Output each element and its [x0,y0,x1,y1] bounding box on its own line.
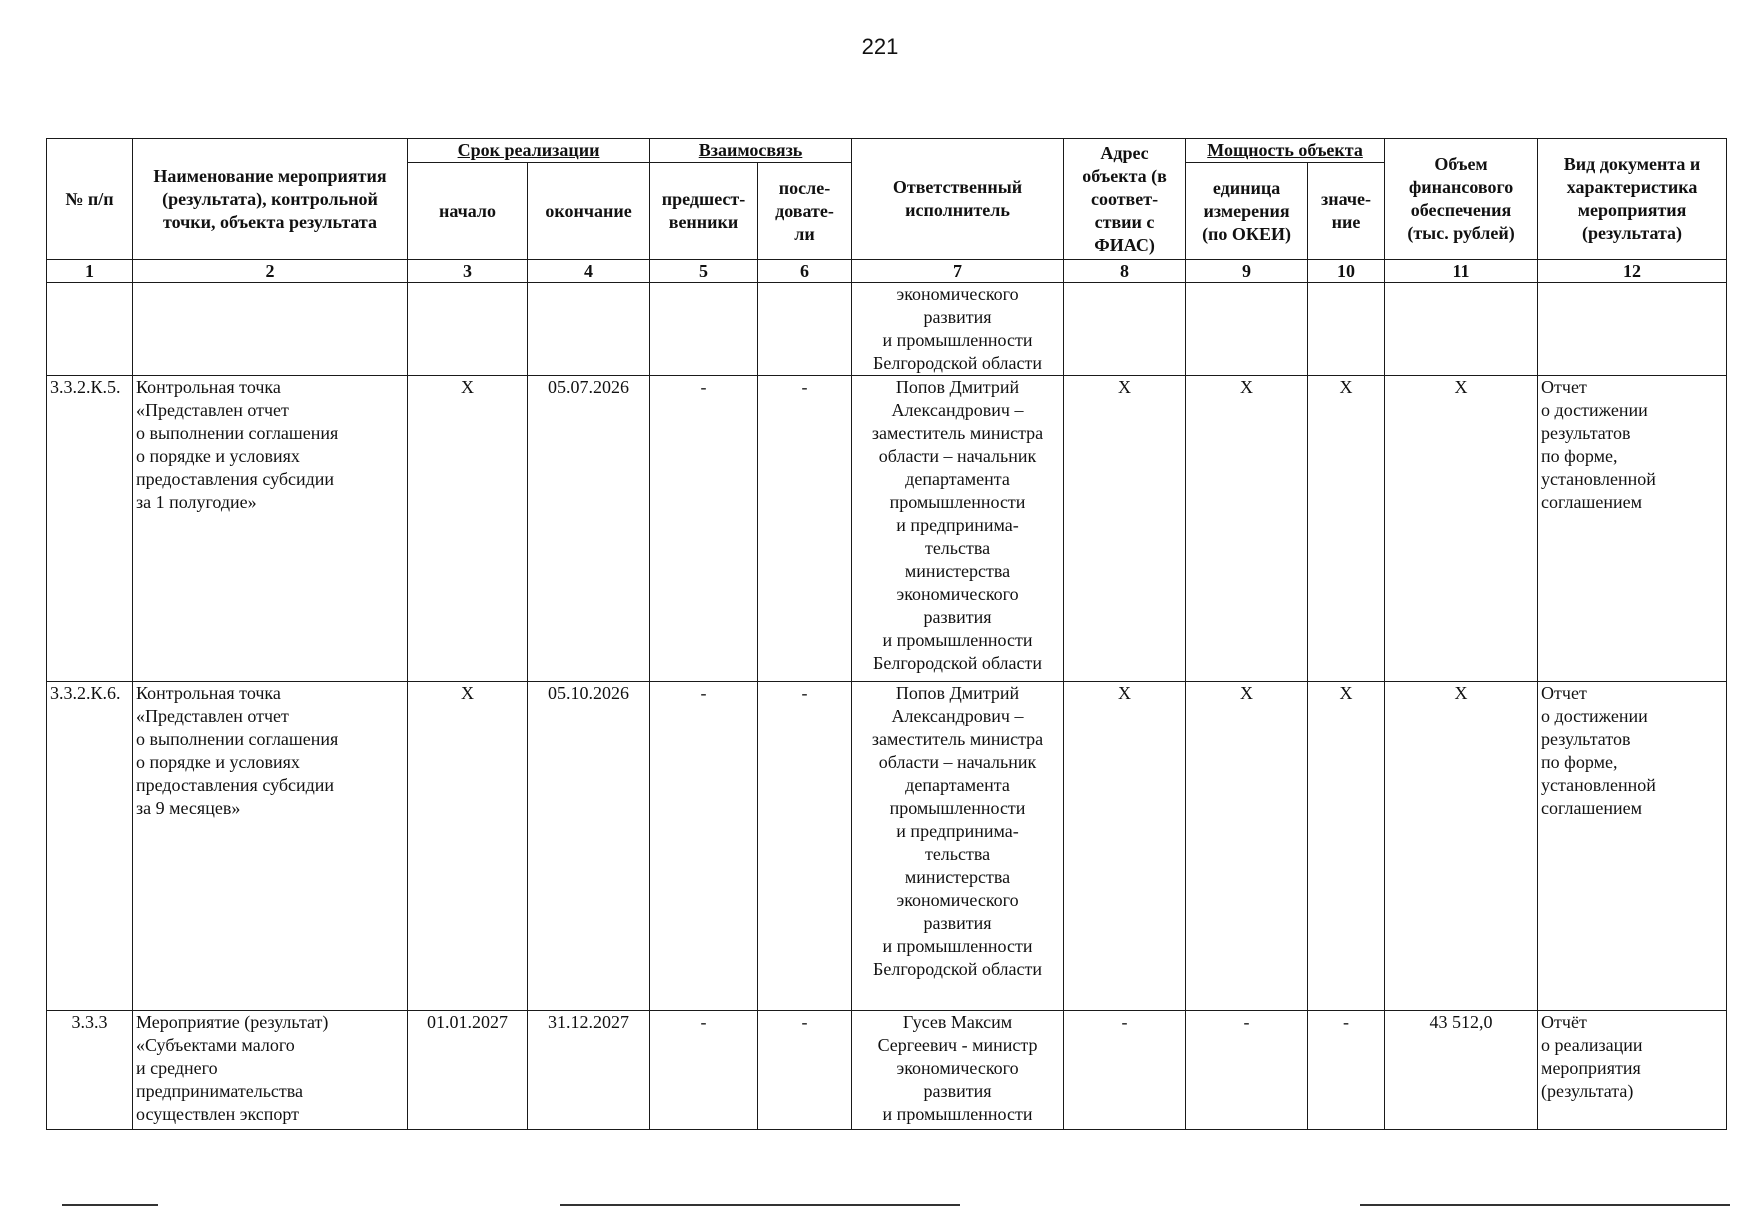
column-number: 5 [650,260,758,283]
cell-responsible: экономического развития и промышленности Белгородской области [852,283,1064,376]
column-number: 6 [758,260,852,283]
cell-end: 31.12.2027 [528,1011,650,1130]
header-doc: Вид документа и характеристика мероприятия (результата) [1538,139,1727,260]
column-number: 12 [1538,260,1727,283]
cell-end: 05.07.2026 [528,376,650,682]
column-number: 1 [47,260,133,283]
cell-start: 01.01.2027 [408,1011,528,1130]
column-number: 10 [1308,260,1385,283]
table-header-row [47,139,1727,163]
header-unit: единица измерения (по ОКЕИ) [1186,163,1308,260]
cell-finance: X [1385,376,1538,682]
cell-address: X [1064,376,1186,682]
cell-responsible: Попов Дмитрий Александрович – заместитель министра области – начальник департамента промышленности и предпринима- тельства министерства экономического развития и промышленности Белгородской области [852,376,1064,682]
cell-value: X [1308,376,1385,682]
header-term: Срок реализации [408,139,650,163]
header-responsible: Ответственный исполнитель [852,139,1064,260]
header-address: Адрес объекта (в соответ- ствии с ФИАС) [1064,139,1186,260]
column-number: 11 [1385,260,1538,283]
cell-start: X [408,376,528,682]
cell-address [1064,283,1186,376]
header-capacity: Мощность объекта [1186,139,1385,163]
cell-successors [758,283,852,376]
cell-predecessors: - [650,1011,758,1130]
cell-unit [1186,283,1308,376]
page-number: 221 [861,34,899,59]
cell-unit: - [1186,1011,1308,1130]
activities-table [46,138,1727,1130]
cell-responsible: Гусев Максим Сергеевич - министр экономического развития и промышленности [852,1011,1064,1130]
cell-end: 05.10.2026 [528,682,650,1011]
column-number: 7 [852,260,1064,283]
cell-successors: - [758,682,852,1011]
cell-no: 3.3.2.К.5. [47,376,133,682]
cell-start: X [408,682,528,1011]
cell-start [408,283,528,376]
cell-finance [1385,283,1538,376]
cell-responsible: Попов Дмитрий Александрович – заместитель министра области – начальник департамента промышленности и предпринима- тельства министерства экономического развития и промышленности Белгородской области [852,682,1064,1011]
cell-doc: Отчет о достижении результатов по форме, установленной соглашением [1538,682,1727,1011]
header-finance: Объем финансового обеспечения (тыс. рублей) [1385,139,1538,260]
cell-unit: X [1186,682,1308,1011]
column-number: 3 [408,260,528,283]
column-number: 8 [1064,260,1186,283]
cell-name: Мероприятие (результат) «Субъектами малого и среднего предпринимательства осуществлен экспорт [133,1011,408,1130]
column-number-row [47,260,1727,283]
header-start: начало [408,163,528,260]
cell-name [133,283,408,376]
cell-doc: Отчёт о реализации мероприятия (результата) [1538,1011,1727,1130]
table-row [47,376,1727,682]
header-successors: после- довате- ли [758,163,852,260]
cell-predecessors [650,283,758,376]
column-number: 4 [528,260,650,283]
cell-no: 3.3.3 [47,1011,133,1130]
header-value: значе- ние [1308,163,1385,260]
cell-unit: X [1186,376,1308,682]
cell-predecessors: - [650,376,758,682]
cell-predecessors: - [650,682,758,1011]
header-no: № п/п [47,139,133,260]
cell-value: X [1308,682,1385,1011]
cell-doc [1538,283,1727,376]
cell-name: Контрольная точка «Представлен отчет о выполнении соглашения о порядке и условиях предоставления субсидии за 1 полугодие» [133,376,408,682]
table-row [47,1011,1727,1130]
cell-name: Контрольная точка «Представлен отчет о выполнении соглашения о порядке и условиях предоставления субсидии за 9 месяцев» [133,682,408,1011]
header-end: окончание [528,163,650,260]
cell-value [1308,283,1385,376]
header-predecessors: предшест- венники [650,163,758,260]
cell-doc: Отчет о достижении результатов по форме, установленной соглашением [1538,376,1727,682]
cell-value: - [1308,1011,1385,1130]
table-row [47,682,1727,1011]
header-link: Взаимосвязь [650,139,852,163]
cell-address: X [1064,682,1186,1011]
cell-address: - [1064,1011,1186,1130]
cell-finance: 43 512,0 [1385,1011,1538,1130]
column-number: 2 [133,260,408,283]
cell-no [47,283,133,376]
column-number: 9 [1186,260,1308,283]
cell-successors: - [758,1011,852,1130]
table-row [47,283,1727,376]
cell-finance: X [1385,682,1538,1011]
cell-end [528,283,650,376]
header-name: Наименование мероприятия (результата), контрольной точки, объекта результата [133,139,408,260]
cell-successors: - [758,376,852,682]
cell-no: 3.3.2.К.6. [47,682,133,1011]
